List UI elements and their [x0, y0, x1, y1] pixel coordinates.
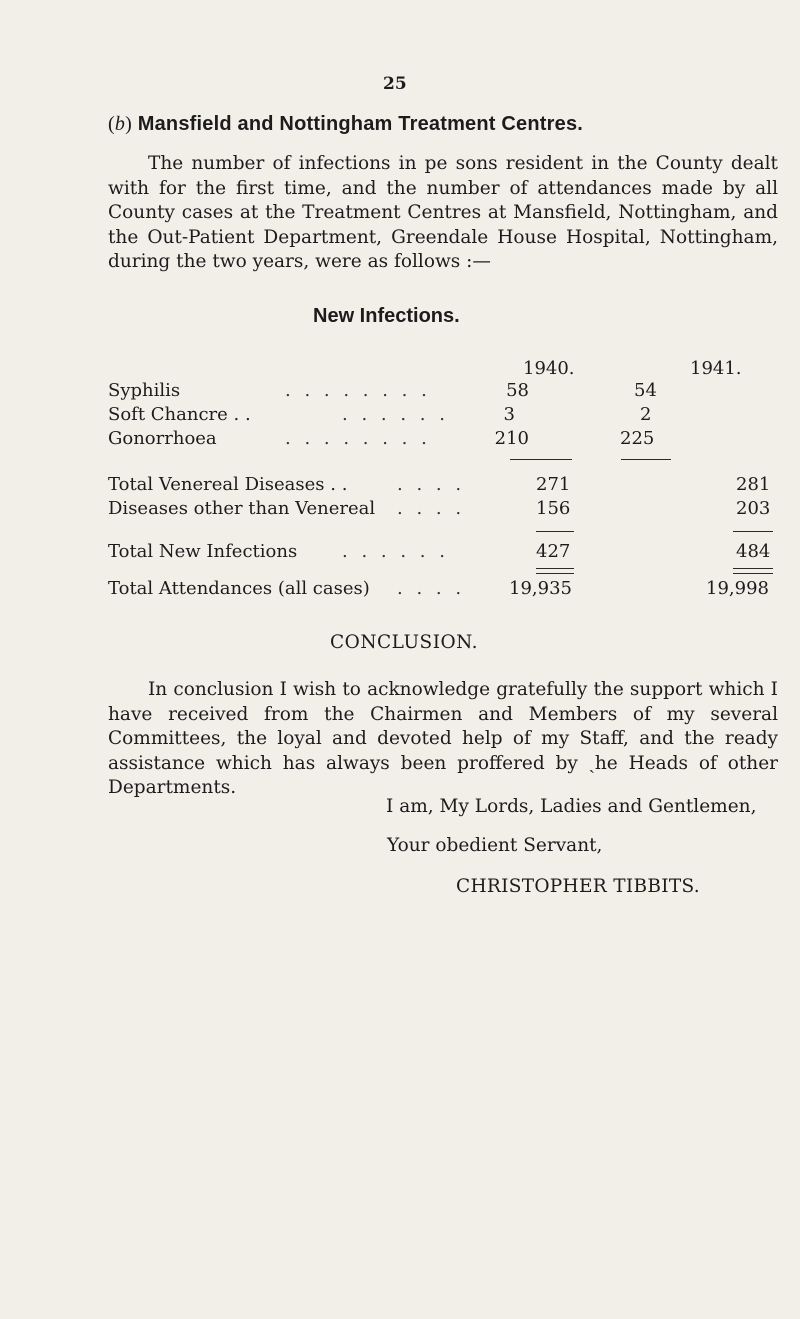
total-rule: [733, 531, 773, 532]
double-rule: [733, 568, 773, 574]
valediction: Your obedient Servant,: [387, 835, 603, 856]
total-row-label: Total Venereal Diseases . .: [108, 474, 348, 495]
total-value-1940: 271: [536, 474, 571, 495]
subtotal-rule: [621, 459, 671, 460]
value-1941: 54: [634, 380, 657, 401]
value-1941: 2: [640, 404, 652, 425]
value-1940: 58: [506, 380, 529, 401]
conclusion-paragraph: In conclusion I wish to acknowledge gratefully the support which I have received from the Chairmen and Members of my several Committees, the loyal and devoted help of my Staff, and the ready assistance which has always been proffered by ˏhe Heads of other Departments.: [108, 679, 778, 798]
leader-dots: . . . . . . . .: [285, 380, 431, 401]
section-heading: [108, 113, 583, 136]
signature: CHRISTOPHER TIBBITS.: [456, 876, 700, 897]
conclusion-heading: CONCLUSION.: [330, 632, 479, 653]
section-label: (b): [108, 113, 132, 135]
total-row-label: Diseases other than Venereal: [108, 498, 376, 519]
leader-dots: . . . .: [397, 474, 466, 495]
total-value-1941: 281: [736, 474, 771, 495]
leader-dots: . . . .: [397, 498, 466, 519]
double-rule: [536, 568, 574, 574]
total-value-1940: 19,935: [509, 578, 572, 599]
value-1940: 3: [503, 404, 515, 425]
value-1940: 210: [494, 428, 529, 449]
table-row-label: Gonorrhoea: [108, 428, 217, 449]
table-row-label: Syphilis: [108, 380, 181, 401]
leader-dots: . . . . . .: [342, 541, 449, 562]
table-row-label: Soft Chancre . .: [108, 404, 251, 425]
subtotal-rule: [510, 459, 572, 460]
total-value-1941: 484: [736, 541, 771, 562]
section-title: Mansfield and Nottingham Treatment Centres.: [137, 113, 584, 135]
total-rule: [536, 531, 574, 532]
salutation: I am, My Lords, Ladies and Gentlemen,: [386, 796, 757, 817]
value-1941: 225: [620, 428, 655, 449]
page-number: 25: [383, 74, 407, 94]
leader-dots: . . . . . .: [342, 404, 449, 425]
leader-dots: . . . .: [397, 578, 466, 599]
total-value-1941: 19,998: [706, 578, 769, 599]
total-value-1940: 156: [536, 498, 571, 519]
total-value-1941: 203: [736, 498, 771, 519]
total-row-label: Total New Infections: [108, 541, 298, 562]
col-header-1941: 1941.: [690, 358, 742, 379]
total-row-label: Total Attendances (all cases): [108, 578, 370, 599]
leader-dots: . . . . . . . .: [285, 428, 431, 449]
table-title: New Infections.: [313, 305, 460, 327]
total-value-1940: 427: [536, 541, 571, 562]
col-header-1940: 1940.: [523, 358, 575, 379]
intro-paragraph: The number of infections in pe sons resident in the County dealt with for the first time, and the number of attendances made by all County cases at the Treatment Centres at Mansfield, Nottingham, and the Out-Patient Department, Greendale House Hospital, Nottingham, during the two years, were as follows :—: [108, 153, 778, 272]
